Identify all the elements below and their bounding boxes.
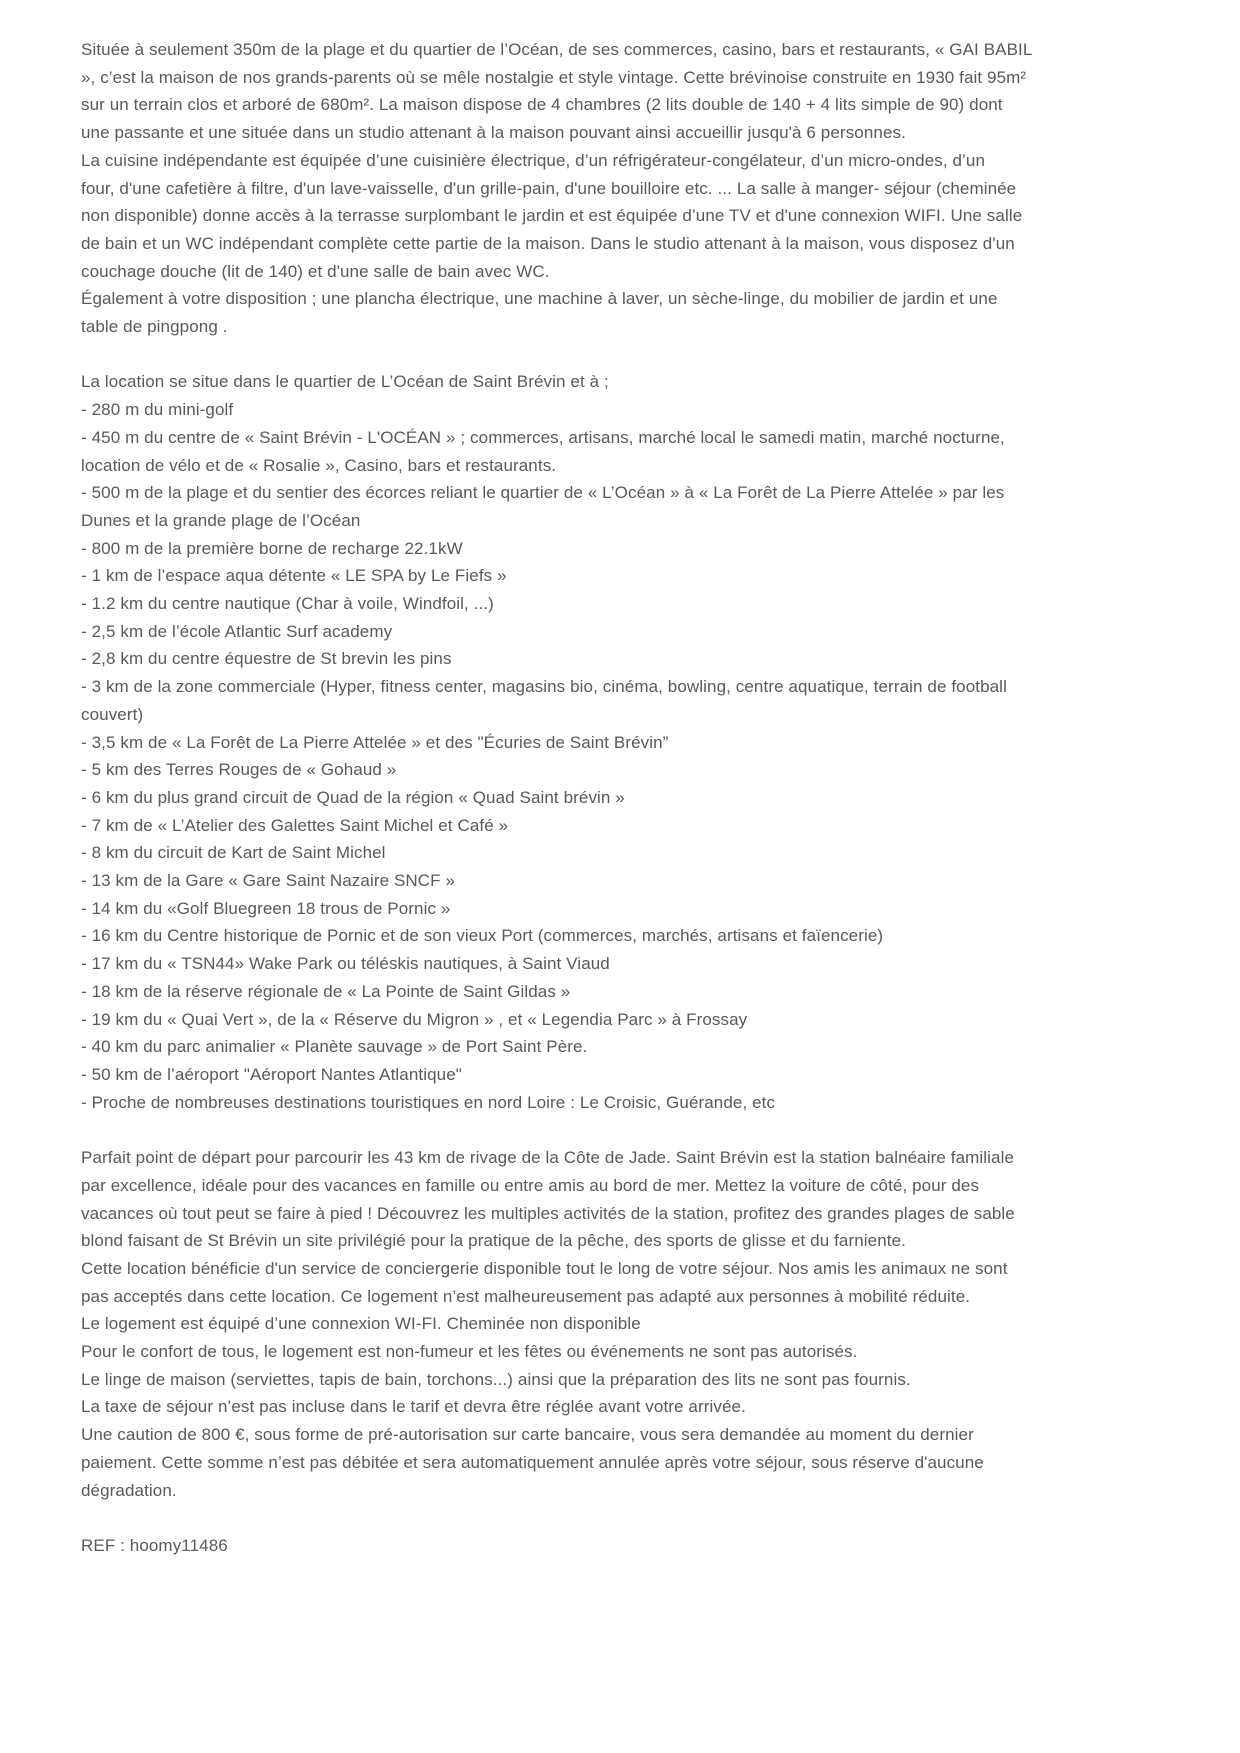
text-line: four, d'une cafetière à filtre, d'un lave-vaisselle, d'un grille-pain, d'une bouilloire etc. ... La salle à manger- séjour (cheminée	[81, 178, 1017, 198]
text-line: par excellence, idéale pour des vacances en famille ou entre amis au bord de mer. Mettez la voiture de côté, pour des	[81, 1175, 980, 1195]
text-line: - 5 km des Terres Rouges de « Gohaud »	[81, 760, 397, 780]
details-paragraph	[81, 1144, 1170, 1504]
text-line: La taxe de séjour n’est pas incluse dans le tarif et devra être réglée avant votre arrivée.	[81, 1397, 746, 1417]
reference-text: REF : hoomy11486	[81, 1535, 228, 1555]
text-line: couchage douche (lit de 140) et d'une salle de bain avec WC.	[81, 261, 550, 281]
text-line: Cette location bénéficie d'un service de conciergerie disponible tout le long de votre séjour. Nos amis les animaux ne sont	[81, 1258, 1008, 1278]
text-line: Située à seulement 350m de la plage et du quartier de l’Océan, de ses commerces, casino, bars et restaurants, « GAI BABIL	[81, 40, 1033, 59]
text-line: - 50 km de l’aéroport "Aéroport Nantes Atlantique"	[81, 1065, 462, 1084]
text-line: La cuisine indépendante est équipée d’une cuisinière électrique, d’un réfrigérateur-congélateur, d’un micro-ondes, d’un	[81, 150, 986, 170]
text-line: Une caution de 800 €, sous forme de pré-autorisation sur carte bancaire, vous sera demandée au moment du dernier	[81, 1425, 974, 1445]
text-line: - 7 km de « L’Atelier des Galettes Saint Michel et Café »	[81, 815, 509, 835]
text-line: - 17 km du « TSN44» Wake Park ou téléskis nautiques, à Saint Viaud	[81, 954, 610, 974]
text-line: paiement. Cette somme n’est pas débitée et sera automatiquement annulée après votre séjour, sous réserve d'aucune	[81, 1452, 984, 1472]
text-line: - 280 m du mini-golf	[81, 400, 234, 420]
text-line: », c’est la maison de nos grands-parents où se mêle nostalgie et style vintage. Cette brévinoise construite en 1930 fait 95m²	[81, 67, 1027, 87]
text-line: sur un terrain clos et arboré de 680m². La maison dispose de 4 chambres (2 lits double de 140 + 4 lits simple de 90) dont	[81, 95, 1003, 115]
text-line: une passante et une située dans un studio attenant à la maison pouvant ainsi accueillir jusqu'à 6 personnes.	[81, 123, 906, 143]
text-line: Le logement est équipé d’une connexion WI-FI. Cheminée non disponible	[81, 1314, 641, 1334]
text-line: - 13 km de la Gare « Gare Saint Nazaire SNCF »	[81, 871, 456, 891]
text-line: - 800 m de la première borne de recharge 22.1kW	[81, 538, 463, 558]
text-line: Parfait point de départ pour parcourir les 43 km de rivage de la Côte de Jade. Saint Brévin est la station balnéaire familiale	[81, 1148, 1015, 1168]
text-line: - 14 km du «Golf Bluegreen 18 trous de Pornic »	[81, 898, 451, 918]
text-line: - 18 km de la réserve régionale de « La Pointe de Saint Gildas »	[81, 981, 571, 1001]
text-line: - 1 km de l’espace aqua détente « LE SPA by Le Fiefs »	[81, 566, 507, 586]
text-line: Également à votre disposition ; une plancha électrique, une machine à laver, un sèche-linge, du mobilier de jardin et une	[81, 289, 998, 309]
text-line: non disponible) donne accès à la terrasse surplombant le jardin et est équipée d’une TV et d'une connexion WIFI. Une salle	[81, 206, 1023, 226]
text-line: La location se situe dans le quartier de L’Océan de Saint Brévin et à ;	[81, 372, 609, 392]
text-line: Le linge de maison (serviettes, tapis de bain, torchons...) ainsi que la préparation des lits ne sont pas fournis.	[81, 1369, 911, 1389]
text-line: - 40 km du parc animalier « Planète sauvage » de Port Saint Père.	[81, 1037, 588, 1057]
reference-section	[81, 1532, 1170, 1560]
text-line: - 1.2 km du centre nautique (Char à voile, Windfoil, ...)	[81, 594, 494, 614]
intro-paragraph	[81, 36, 1170, 341]
text-line: table de pingpong .	[81, 317, 228, 337]
text-line: dégradation.	[81, 1480, 177, 1500]
text-line: - 6 km du plus grand circuit de Quad de la région « Quad Saint brévin »	[81, 787, 625, 807]
text-line: - 3 km de la zone commerciale (Hyper, fitness center, magasins bio, cinéma, bowling, centre aquatique, terrain de football	[81, 677, 1007, 697]
text-line: - 500 m de la plage et du sentier des écorces reliant le quartier de « L’Océan » à « La Forêt de La Pierre Attelée » par les	[81, 483, 1005, 503]
text-line: - 3,5 km de « La Forêt de La Pierre Attelée » et des "Écuries de Saint Brévin”	[81, 732, 669, 752]
text-line: pas acceptés dans cette location. Ce logement n’est malheureusement pas adapté aux personnes à mobilité réduite.	[81, 1286, 971, 1306]
text-line: - 2,5 km de l’école Atlantic Surf academy	[81, 621, 393, 641]
text-line: vacances où tout peut se faire à pied ! Découvrez les multiples activités de la station, profitez des grandes plages de sable	[81, 1203, 1015, 1223]
text-line: - 8 km du circuit de Kart de Saint Michel	[81, 843, 386, 863]
text-line: blond faisant de St Brévin un site privilégié pour la pratique de la pêche, des sports de glisse et du farniente.	[81, 1231, 906, 1251]
text-line: - Proche de nombreuses destinations touristiques en nord Loire : Le Croisic, Guérande, etc	[81, 1092, 776, 1112]
text-line: de bain et un WC indépendant complète cette partie de la maison. Dans le studio attenant à la maison, vous disposez d'un	[81, 233, 1015, 253]
text-line: - 19 km du « Quai Vert », de la « Réserve du Migron » , et « Legendia Parc » à Frossay	[81, 1009, 748, 1029]
text-line: couvert)	[81, 704, 144, 724]
text-line: - 2,8 km du centre équestre de St brevin les pins	[81, 649, 452, 669]
text-line: Pour le confort de tous, le logement est non-fumeur et les fêtes ou événements ne sont pas autorisés.	[81, 1342, 858, 1362]
location-distances-list	[81, 368, 1170, 1116]
text-line: Dunes et la grande plage de l’Océan	[81, 510, 361, 530]
text-line: - 16 km du Centre historique de Pornic et de son vieux Port (commerces, marchés, artisans et faïencerie)	[81, 926, 884, 946]
text-line: location de vélo et de « Rosalie », Casino, bars et restaurants.	[81, 455, 557, 475]
text-line: - 450 m du centre de « Saint Brévin - L'OCÉAN » ; commerces, artisans, marché local le samedi matin, marché nocturne,	[81, 427, 1005, 447]
